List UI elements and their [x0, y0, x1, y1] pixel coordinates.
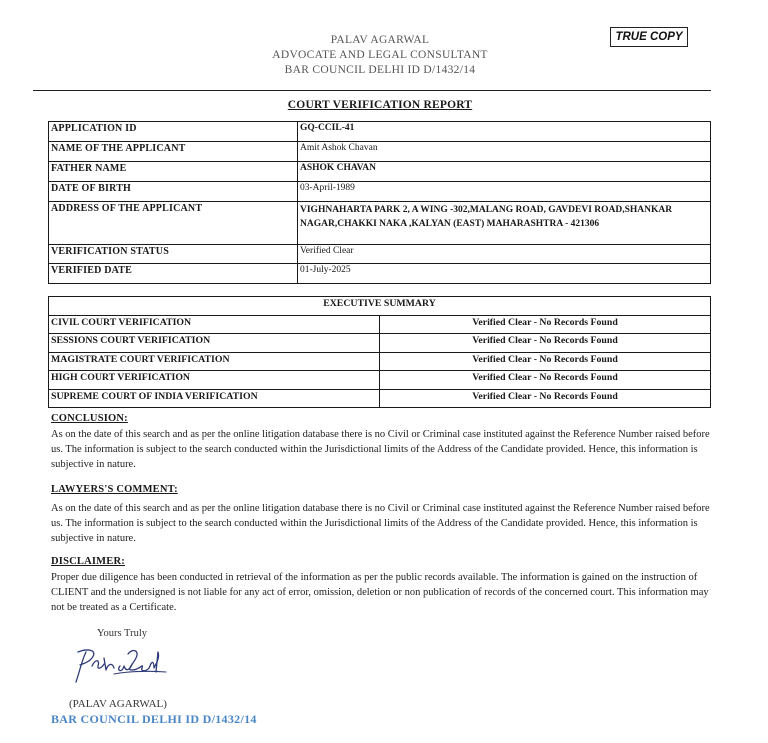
court-result: Verified Clear - No Records Found	[380, 334, 711, 353]
disclaimer-heading: DISCLAIMER:	[51, 556, 125, 567]
signatory-name: (PALAV AGARWAL)	[69, 698, 167, 710]
field-label: APPLICATION ID	[49, 122, 298, 142]
court-label: HIGH COURT VERIFICATION	[49, 371, 380, 390]
field-label: NAME OF THE APPLICANT	[49, 142, 298, 162]
closing-salutation: Yours Truly	[97, 628, 148, 639]
header-divider	[33, 90, 711, 91]
table-row	[49, 182, 711, 202]
table-row	[49, 315, 711, 334]
report-title: COURT VERIFICATION REPORT	[287, 99, 473, 111]
table-row	[49, 202, 711, 245]
court-label: SESSIONS COURT VERIFICATION	[49, 334, 380, 353]
court-result: Verified Clear - No Records Found	[380, 389, 711, 408]
advocate-name: PALAV AGARWAL	[330, 34, 430, 46]
executive-summary-header: EXECUTIVE SUMMARY	[49, 297, 711, 316]
court-result: Verified Clear - No Records Found	[380, 352, 711, 371]
application-id-value: GQ-CCIL-41	[298, 122, 711, 142]
court-label: MAGISTRATE COURT VERIFICATION	[49, 352, 380, 371]
court-label: CIVIL COURT VERIFICATION	[49, 315, 380, 334]
table-row	[49, 334, 711, 353]
disclaimer-text: Proper due diligence has been conducted in retrieval of the information as per the public records available. The information is gained on the instruction of CLIENT and the undersigned is not liable for any act of error, omission, deletion or non publication of records of the concerned court. This information may not be treated as a Certificate.	[51, 572, 709, 613]
lawyers-comment-text: As on the date of this search and as per the online litigation database there is no Civil or Criminal case instituted against the Reference Number raised before us. The information is subject to the search conducted within the Jurisdictional limits of the Address of the Candidate provided. Hence, this information is subjective in nature.	[51, 503, 710, 544]
conclusion-heading: CONCLUSION:	[51, 413, 128, 424]
table-row	[49, 245, 711, 264]
address-value: VIGHNAHARTA PARK 2, A WING -302,MALANG ROAD, GAVDEVI ROAD,SHANKAR NAGAR,CHAKKI NAKA ,KALYAN (EAST) MAHARASHTRA - 421306	[298, 202, 711, 245]
verified-date-value: 01-July-2025	[298, 264, 711, 284]
table-row	[49, 264, 711, 284]
court-result: Verified Clear - No Records Found	[380, 315, 711, 334]
conclusion-text: As on the date of this search and as per the online litigation database there is no Civil or Criminal case instituted against the Reference Number raised before us. The information is subject to the search conducted within the Jurisdictional limits of the Address of the Candidate provided. Hence, this information is subjective in nature.	[51, 429, 710, 470]
table-header-row	[49, 297, 711, 316]
executive-summary-table	[48, 296, 711, 408]
applicant-name-value: Amit Ashok Chavan	[298, 142, 711, 162]
true-copy-stamp: TRUE COPY	[610, 27, 688, 47]
letterhead	[200, 33, 560, 78]
verification-status-value: Verified Clear	[298, 245, 711, 264]
applicant-details-table	[48, 121, 711, 284]
handwritten-signature	[70, 644, 170, 690]
table-row	[49, 371, 711, 390]
field-label: DATE OF BIRTH	[49, 182, 298, 202]
table-row	[49, 162, 711, 182]
table-row	[49, 389, 711, 408]
letterhead-bar-council-id: BAR COUNCIL DELHI ID D/1432/14	[284, 64, 476, 76]
court-result: Verified Clear - No Records Found	[380, 371, 711, 390]
date-of-birth-value: 03-April-1989	[298, 182, 711, 202]
field-label: ADDRESS OF THE APPLICANT	[49, 202, 298, 245]
field-label: VERIFICATION STATUS	[49, 245, 298, 264]
table-row	[49, 352, 711, 371]
table-row	[49, 142, 711, 162]
lawyers-comment-heading: LAWYERS'S COMMENT:	[51, 484, 178, 495]
table-row	[49, 122, 711, 142]
field-label: FATHER NAME	[49, 162, 298, 182]
advocate-designation: ADVOCATE AND LEGAL CONSULTANT	[272, 49, 488, 61]
field-label: VERIFIED DATE	[49, 264, 298, 284]
signatory-bar-council-id: BAR COUNCIL DELHI ID D/1432/14	[51, 712, 257, 726]
court-label: SUPREME COURT OF INDIA VERIFICATION	[49, 389, 380, 408]
father-name-value: ASHOK CHAVAN	[298, 162, 711, 182]
